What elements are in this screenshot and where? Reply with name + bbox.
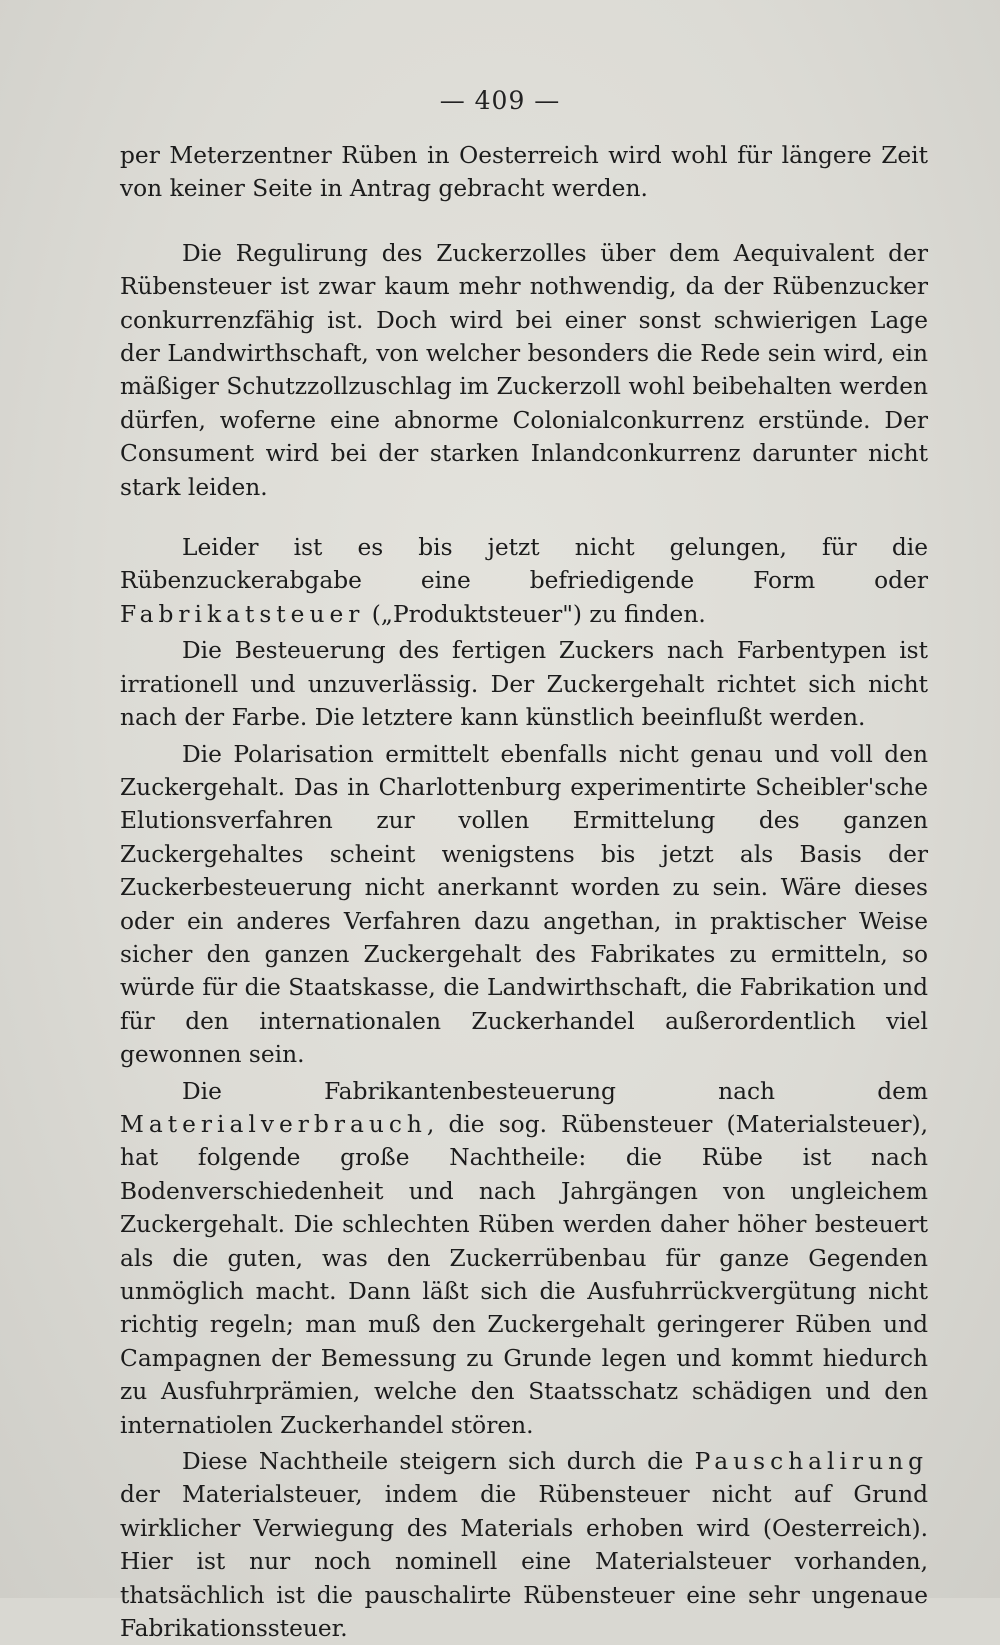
emphasized-term: Fabrikatsteuer: [120, 600, 365, 628]
paragraph-polarisation: Die Polarisation ermittelt ebenfalls nicht genau und voll den Zuckergehalt. Das in Charlottenburg experimentirte Scheibler'sche Elutionsverfahren zur vollen Ermittelung des ganzen Zuckergehaltes scheint wenigstens bis jetzt als Basis der Zuckerbesteuerung nicht anerkannt worden zu sein. Wäre dieses oder ein anderes Verfahren dazu angethan, in praktischer Weise sicher den ganzen Zuckergehalt des Fabrikates zu ermitteln, so würde für die Staatskasse, die Landwirthschaft, die Fabrikation und für den internationalen Zuckerhandel außerordentlich viel gewonnen sein.: [120, 740, 928, 1069]
paragraph-farbentypen: Die Besteuerung des fertigen Zuckers nach Farbentypen ist irrationell und unzuverlässig. Der Zuckergehalt richtet sich nicht nach der Farbe. Die letztere kann künstlich beeinflußt werden.: [120, 637, 928, 732]
paragraph-pauschalirung: [120, 1445, 928, 1645]
page-number: — 409 —: [439, 86, 561, 115]
paragraph-text: Die Fabrikantenbesteuerung nach dem: [182, 1077, 928, 1105]
paragraph-zuckerzoll: Die Regulirung des Zuckerzolles über dem Aequivalent der Rübensteuer ist zwar kaum mehr nothwendig, da der Rübenzucker conkurrenzfähig ist. Doch wird bei einer sonst schwierigen Lage der Landwirthschaft, von welcher besonders die Rede sein wird, ein mäßiger Schutzzollzuschlag im Zuckerzoll wohl beibehalten werden dürfen, woferne eine abnorme Colonialconkurrenz erstünde. Der Consument wird bei der starken Inlandconkurrenz darunter nicht stark leiden.: [120, 239, 928, 501]
paragraph-text: („Produktsteuer") zu finden.: [364, 600, 706, 628]
paragraph-text: Diese Nachtheile steigern sich durch die: [182, 1448, 695, 1476]
paragraph-text: Leider ist es bis jetzt nicht gelungen, für die Rübenzuckerabgabe eine befriedigende Form oder: [120, 534, 928, 595]
emphasized-term: Pauschalirung: [694, 1448, 928, 1476]
paragraph-continuation: per Meterzentner Rüben in Oesterreich wird wohl für längere Zeit von keiner Seite in Antrag gebracht werden.: [120, 142, 928, 203]
paragraph-fabrikatsteuer: [120, 531, 928, 631]
emphasized-term: Materialverbrauch: [120, 1110, 427, 1138]
paragraph-text: , die sog. Rübensteuer (Materialsteuer), hat folgende große Nachtheile: die Rübe ist nach Bodenverschiedenheit und nach Jahrgängen von ungleichem Zuckergehalt. Die schlechten Rüben werden daher höher besteuert als die guten, was den Zuckerrübenbau für ganze Gegenden unmöglich macht. Dann läßt sich die Ausfuhrrückvergütung nicht richtig regeln; man muß den Zuckergehalt geringerer Rüben und Campagnen der Bemessung zu Grunde legen und kommt hiedurch zu Ausfuhrprämien, welche den Staatsschatz schädigen und den internatiolen Zuckerhandel stören.: [120, 1110, 928, 1439]
paragraph-text: der Materialsteuer, indem die Rübensteuer nicht auf Grund wirklicher Verwiegung des Materials erhoben wird (Oesterreich). Hier ist nur noch nominell eine Materialsteuer vorhanden, thatsächlich ist die pauschalirte Rübensteuer eine sehr ungenaue Fabrikationssteuer.: [120, 1481, 928, 1643]
paragraph-materialverbrauch: [120, 1075, 928, 1442]
body-text: [120, 139, 928, 1645]
